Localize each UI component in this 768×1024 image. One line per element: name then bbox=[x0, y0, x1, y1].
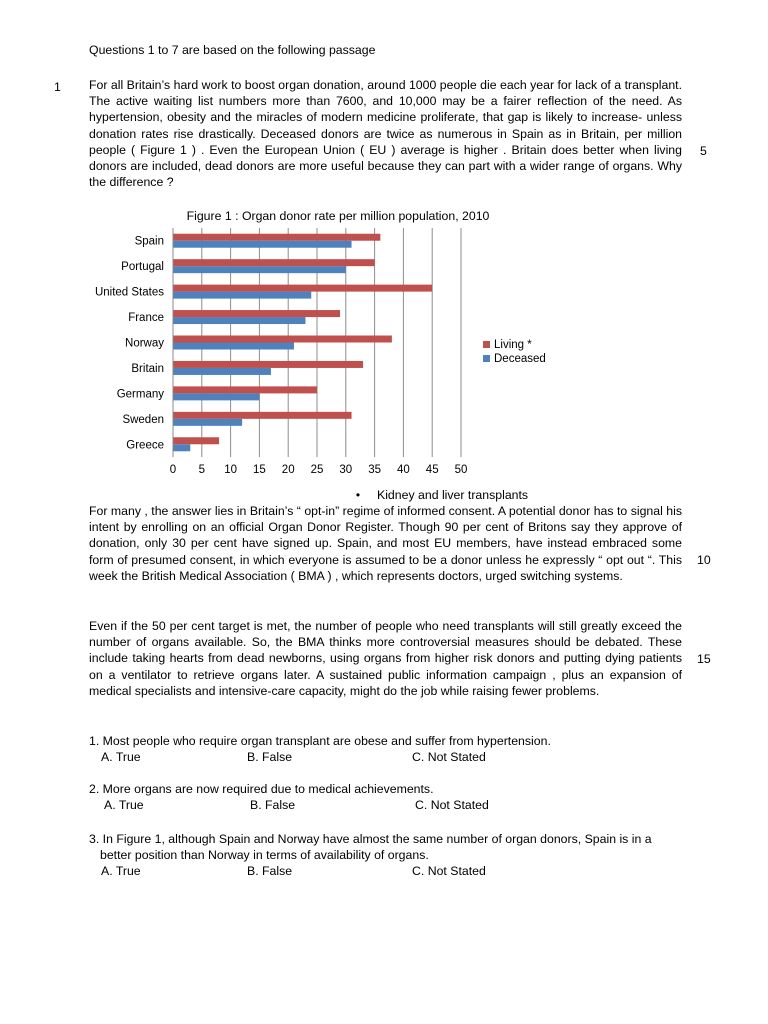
category-label: Spain bbox=[134, 235, 164, 248]
bar-deceased bbox=[173, 317, 305, 324]
line-number: 5 bbox=[700, 144, 707, 158]
option-c[interactable]: C. Not Stated bbox=[412, 864, 486, 879]
x-tick-label: 0 bbox=[169, 464, 177, 476]
line-number: 10 bbox=[697, 553, 711, 567]
passage-paragraph: Even if the 50 per cent target is met, the number of people who need transplants will still greatly exceed the number of organs available. So, the BMA thinks more controversial measures should be debated. These include taking hearts from dead newborns, using organs from higher risk donors and putting dying patients on a ventilator to retrieve organs later. A sustained public information campaign , plus an expansion of medical specialists and intensive-care capacity, might do the job while raising fewer problems. bbox=[89, 619, 682, 698]
x-tick-label: 50 bbox=[454, 464, 468, 476]
bar-deceased bbox=[173, 292, 311, 299]
category-label: Norway bbox=[125, 337, 164, 350]
line-number: 1 bbox=[54, 80, 61, 94]
bar-deceased bbox=[173, 444, 190, 451]
x-tick-label: 25 bbox=[310, 464, 324, 476]
option-c[interactable]: C. Not Stated bbox=[412, 750, 486, 765]
bar-deceased bbox=[173, 393, 259, 400]
category-label: Britain bbox=[131, 362, 164, 375]
x-tick-label: 35 bbox=[368, 464, 381, 476]
question-text: 3. In Figure 1, although Spain and Norway have almost the same number of organ donors, Spain is in a better position than Norway in terms of availability of organs. bbox=[89, 832, 652, 863]
question-text: 1. Most people who require organ transplant are obese and suffer from hypertension. bbox=[89, 734, 551, 748]
bar-living bbox=[173, 437, 219, 444]
x-tick-label: 10 bbox=[224, 464, 237, 476]
x-tick-label: 45 bbox=[425, 464, 439, 476]
category-label: Portugal bbox=[121, 261, 164, 274]
option-b[interactable]: B. False bbox=[247, 750, 293, 765]
passage-heading: Questions 1 to 7 are based on the following passage bbox=[89, 43, 376, 57]
legend-label: Living * bbox=[494, 339, 532, 351]
passage-paragraph: For all Britain’s hard work to boost organ donation, around 1000 people die each year for lack of a transplant. The active waiting list numbers more than 7600, and 10,000 may be a fairer reflection of the need. As hypertension, obesity and the miracles of modern medicine proliferate, that gap is likely to increase- unless donation rates rise drastically. Deceased donors are twice as numerous in Spain as in Britain, per million people ( Figure 1 ) . Even the European Union ( EU ) average is higher . Britain does better when living donors are included, dead donors are more useful because they can part with a wider range of organs. Why the difference ? bbox=[89, 78, 682, 190]
bar-living bbox=[173, 361, 363, 368]
category-label: United States bbox=[94, 286, 164, 299]
option-b[interactable]: B. False bbox=[247, 864, 293, 879]
bar-deceased bbox=[173, 241, 352, 248]
bar-living bbox=[173, 386, 317, 393]
question-item bbox=[89, 781, 689, 813]
passage-paragraph: For many , the answer lies in Britain’s “ opt-in” regime of informed consent. A potential donor has to signal his intent by enrolling on an official Organ Donor Register. Though 90 per cent of Britons say they approve of donation, only 30 per cent have signed up. Spain, and most EU members, have instead embraced some form of presumed consent, in which everyone is assumed to be a donor unless he expressly “ opt out “. This week the British Medical Association ( BMA ) , which represents doctors, urged switching systems. bbox=[89, 504, 682, 583]
bar-deceased bbox=[173, 419, 242, 426]
footnote-bullet: • bbox=[355, 488, 361, 502]
option-a[interactable]: A. True bbox=[104, 798, 144, 813]
option-c[interactable]: C. Not Stated bbox=[415, 798, 489, 813]
bar-living bbox=[173, 259, 375, 266]
option-a[interactable]: A. True bbox=[101, 864, 141, 879]
bar-living bbox=[173, 310, 340, 317]
question-text: 2. More organs are now required due to medical achievements. bbox=[89, 782, 434, 796]
organ-donor-chart bbox=[80, 205, 560, 505]
x-tick-label: 15 bbox=[253, 464, 266, 476]
category-label: Greece bbox=[126, 439, 164, 452]
x-tick-label: 30 bbox=[339, 464, 353, 476]
bar-deceased bbox=[173, 266, 346, 273]
question-item bbox=[89, 831, 685, 879]
option-a[interactable]: A. True bbox=[101, 750, 141, 765]
chart-footnote: Kidney and liver transplants bbox=[377, 488, 529, 502]
x-tick-label: 20 bbox=[281, 464, 295, 476]
category-label: Germany bbox=[116, 388, 164, 401]
x-tick-label: 40 bbox=[397, 464, 410, 476]
option-b[interactable]: B. False bbox=[250, 798, 296, 813]
chart-title: Figure 1 : Organ donor rate per million population, 2010 bbox=[186, 209, 490, 223]
legend-swatch bbox=[483, 341, 490, 348]
legend-swatch bbox=[483, 355, 490, 362]
bar-deceased bbox=[173, 343, 294, 350]
category-label: France bbox=[128, 312, 164, 325]
question-item bbox=[89, 733, 689, 765]
bar-living bbox=[173, 285, 432, 292]
bar-living bbox=[173, 234, 380, 241]
bar-living bbox=[173, 336, 392, 343]
x-tick-label: 5 bbox=[198, 464, 206, 476]
line-number: 15 bbox=[697, 652, 711, 666]
legend-label: Deceased bbox=[494, 353, 546, 365]
bar-deceased bbox=[173, 368, 271, 375]
bar-living bbox=[173, 412, 352, 419]
category-label: Sweden bbox=[122, 413, 164, 426]
